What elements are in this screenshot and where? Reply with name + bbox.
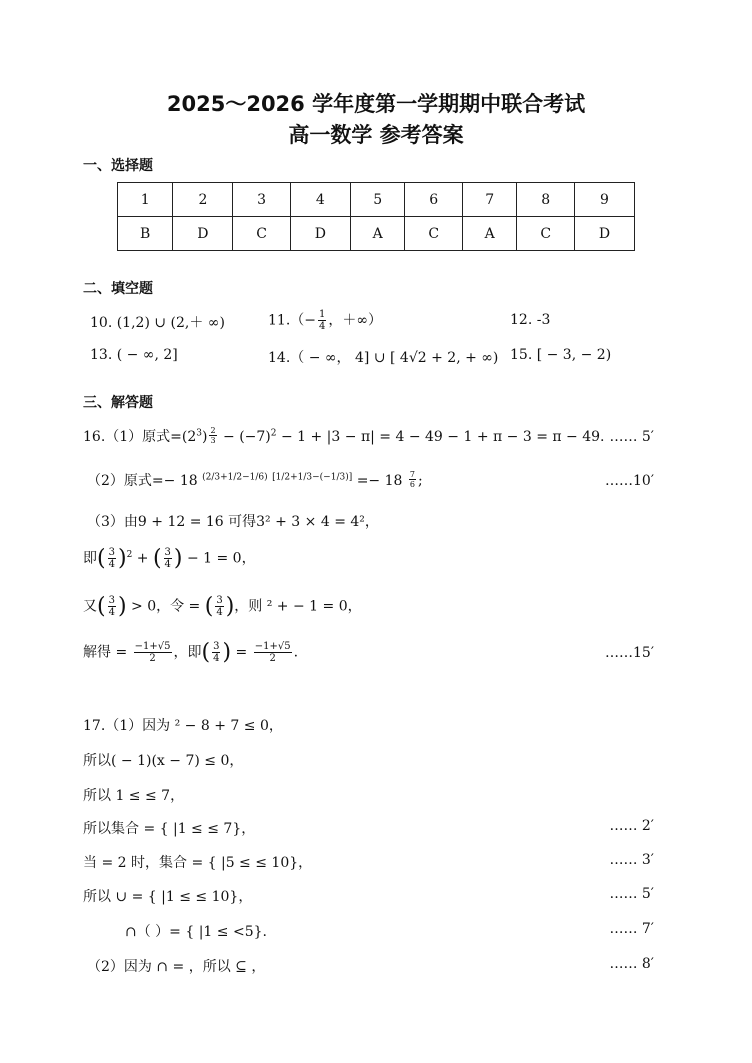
q16-part2-end: ; (417, 473, 423, 489)
section-heading-fill: 二、填空题 (83, 281, 153, 297)
answer-q13: 13. ( − ∞, 2] (90, 347, 178, 363)
q17-line5-score: …… 3′ (609, 852, 654, 868)
q17-line5: 当 = 2 时，集合 = { |5 ≤ ≤ 10}， (83, 855, 313, 871)
answer-q11 (268, 309, 382, 332)
answer-cell: D (173, 217, 233, 251)
q16-part3-line3: 又( $\frac{3}{4}$ ) > 0，令 = ( $\frac{3}{4}$ )，则 ² + − 1 = 0， (83, 594, 362, 619)
section-heading-choice: 一、选择题 (83, 158, 153, 174)
q16-l2-b: + (132, 550, 153, 567)
answer-cell: C (405, 217, 462, 251)
q16-part1-text-b: ) (202, 429, 208, 445)
q16-part3-line2: 即( $\frac{3}{4}$ )$^2$ + ( $\frac{3}{4}$ ) − 1 = 0， (83, 546, 256, 571)
answer-table-number-row (118, 183, 635, 217)
q16-l3-c: ，则 ² + − 1 = 0， (234, 598, 362, 615)
q16-part1-text-c: − (−7) (218, 429, 271, 445)
root-fraction: $\frac{-1+√5}{2}$ (134, 641, 171, 664)
q16-part1-sup: 3 (196, 428, 203, 439)
q16-part1-text-d: − 1 + |3 − π| = 4 − 49 − 1 + π − 3 = π − 49. (276, 429, 605, 445)
q11-fraction (318, 309, 326, 332)
q11-numerator: 1 (319, 309, 326, 320)
q16-l2-c: − 1 = 0， (182, 550, 256, 567)
q17-line7-score: …… 7′ (609, 921, 654, 937)
q16-part1-sup2: 2 (270, 428, 277, 439)
q16-part2-text-a: （2）原式=− 18 (87, 473, 198, 489)
q16-l2-a: 即 (83, 550, 97, 567)
q16-part2-exp2: [1/2+1/3−(−1/3)] (272, 472, 353, 483)
answer-cell: C (233, 217, 290, 251)
q16-part3-score: ……15′ (605, 645, 654, 661)
page-title: 2025～2026 学年度第一学期期中联合考试 (166, 92, 586, 116)
q17-line8: （2）因为 ∩ = ，所以 ⊆ ， (87, 959, 266, 975)
q16-l3-a: 又 (83, 598, 97, 615)
q11-prefix: 11.（− (268, 312, 316, 329)
q16-part1 (83, 426, 604, 446)
q11-suffix: ，＋∞） (328, 312, 383, 329)
question-number-cell: 6 (405, 183, 462, 217)
frac-3-4e: $\frac{3}{4}$ (213, 641, 220, 664)
q17-line2: 所以( − 1)(x − 7) ≤ 0， (83, 753, 244, 769)
answer-cell: A (462, 217, 517, 251)
q16-part2 (87, 470, 423, 490)
answer-q12: 12. -3 (510, 312, 551, 328)
frac-3-4b: $\frac{3}{4}$ (164, 547, 171, 570)
q16-l4-c: = (231, 644, 252, 661)
answer-cell: D (574, 217, 634, 251)
frac-3-4: $\frac{3}{4}$ (108, 547, 115, 570)
section-heading-solutions: 三、解答题 (83, 395, 153, 411)
q16-exp-den: 3 (210, 436, 216, 445)
answer-cell: A (350, 217, 405, 251)
frac-3-4d: $\frac{3}{4}$ (216, 595, 223, 618)
q16-part3-line1: （3）由9 + 12 = 16 可得3² + 3 × 4 = 4²， (87, 514, 379, 530)
q17-line8-score: …… 8′ (609, 956, 654, 972)
q16-part2-score: ……10′ (605, 473, 654, 489)
question-number-cell: 8 (517, 183, 574, 217)
q17-line3: 所以 1 ≤ ≤ 7， (83, 788, 185, 804)
q16-part2-exp3-num: 7 (409, 470, 415, 479)
q16-part1-exponent (209, 426, 216, 445)
answer-table-answer-row (118, 217, 635, 251)
q17-line6: 所以 ∪ = { |1 ≤ ≤ 10}， (83, 889, 253, 905)
q17-line4: 所以集合 = { |1 ≤ ≤ 7}， (83, 821, 256, 837)
answer-cell: C (517, 217, 574, 251)
q16-part1-score: …… 5′ (609, 429, 654, 445)
answer-table (117, 182, 635, 251)
question-number-cell: 9 (574, 183, 634, 217)
q17-line6-score: …… 5′ (609, 886, 654, 902)
q16-l4-b: ，即 (173, 644, 202, 661)
q16-l4-a: 解得 = (83, 644, 132, 661)
q17-line7: ∩（ ）= { |1 ≤ <5}. (125, 924, 267, 940)
question-number-cell: 2 (173, 183, 233, 217)
q16-part2-exp1: (2/3+1/2−1/6) (202, 472, 268, 483)
q16-l4-d: . (293, 644, 299, 661)
question-number-cell: 5 (350, 183, 405, 217)
answer-q10: 10. (1,2) ∪ (2,＋ ∞) (90, 315, 225, 331)
answer-q14: 14.（ − ∞， 4] ∪ [ 4√2 + 2, + ∞) (268, 350, 499, 366)
root-fraction-b: $\frac{-1+√5}{2}$ (254, 641, 291, 664)
q16-l3-b: > 0，令 = (126, 598, 205, 615)
answer-cell: B (118, 217, 173, 251)
question-number-cell: 3 (233, 183, 290, 217)
q17-line4-score: …… 2′ (609, 818, 654, 834)
q17-line1: 17.（1）因为 ² − 8 + 7 ≤ 0， (83, 718, 283, 734)
page-subtitle: 高一数学 参考答案 (288, 123, 464, 147)
question-number-cell: 7 (462, 183, 517, 217)
q16-part2-exp3-den: 6 (409, 480, 415, 489)
q16-part2-exp3 (409, 470, 416, 489)
q11-denominator: 4 (319, 321, 326, 332)
frac-3-4c: $\frac{3}{4}$ (108, 595, 115, 618)
question-number-cell: 1 (118, 183, 173, 217)
q16-part2-text-b: =− 18 (356, 473, 403, 489)
question-number-cell: 4 (290, 183, 350, 217)
q16-part1-text-a: 16.（1）原式=(2 (83, 429, 197, 445)
q16-exp-num: 2 (210, 426, 216, 435)
q16-part3-line4: 解得 = $\frac{-1+√5}{2}$ ，即( $\frac{3}{4}$ ) = $\frac{-1+√5}{2}$ . (83, 640, 299, 665)
answer-cell: D (290, 217, 350, 251)
answer-q15: 15. [ − 3, − 2) (510, 347, 612, 363)
